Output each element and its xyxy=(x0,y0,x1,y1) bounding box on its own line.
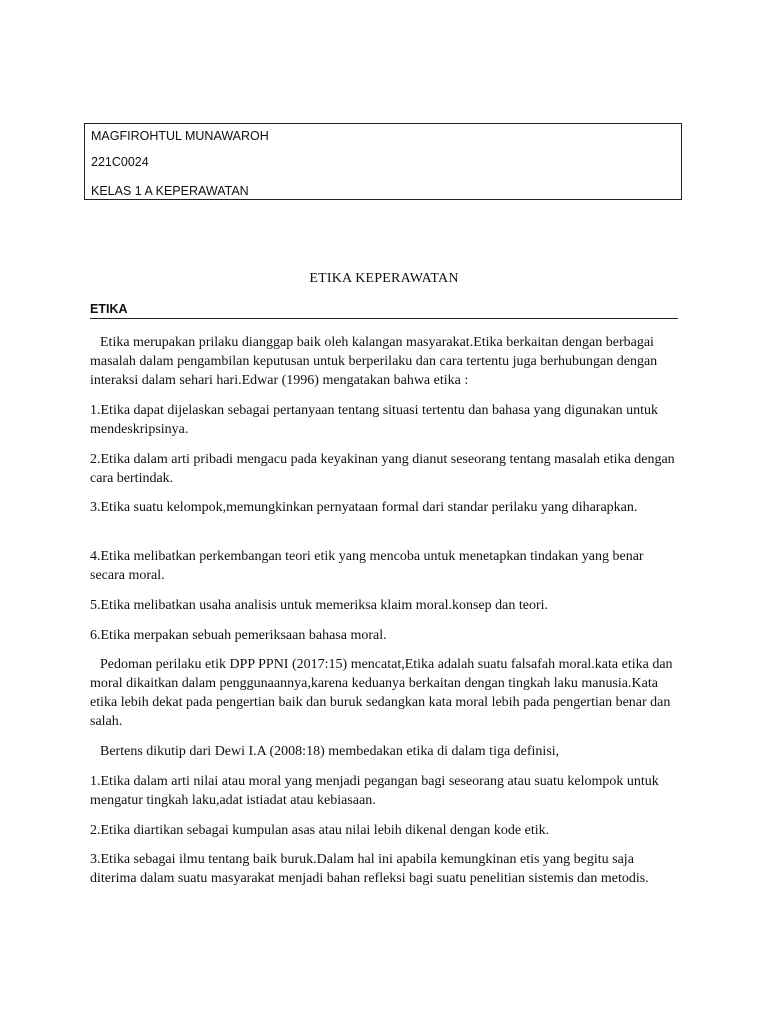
list-item: 2.Etika dalam arti pribadi mengacu pada keyakinan yang dianut seseorang tentang masalah etika dengan cara bertindak. xyxy=(90,452,675,486)
list-item: 3.Etika sebagai ilmu tentang baik buruk.Dalam hal ini apabila kemungkinan etis yang begitu saja diterima dalam suatu masyarakat menjadi bahan refleksi bagi suatu penelitian sistemis dan metodis. xyxy=(90,852,649,886)
list-item: 2.Etika diartikan sebagai kumpulan asas atau nilai lebih dikenal dengan kode etik. xyxy=(90,823,550,838)
section-heading: ETIKA xyxy=(90,302,678,319)
student-name: MAGFIROHTUL MUNAWAROH xyxy=(91,129,269,143)
student-id: 221C0024 xyxy=(91,155,149,169)
list-item: 1.Etika dapat dijelaskan sebagai pertanyaan tentang situasi tertentu dan bahasa yang digunakan untuk mendeskripsinya. xyxy=(90,403,658,437)
document-title: ETIKA KEPERAWATAN xyxy=(309,271,459,286)
paragraph-intro: Etika merupakan prilaku dianggap baik oleh kalangan masyarakat.Etika berkaitan dengan berbagai masalah dalam pengambilan keputusan untuk berperilaku dan cara tertentu juga berhubungan dengan interaksi dalam sehari hari.Edwar (1996) mengatakan bahwa etika : xyxy=(90,335,658,388)
list-item: 6.Etika merpakan sebuah pemeriksaan bahasa moral. xyxy=(90,628,387,643)
list-item: 4.Etika melibatkan perkembangan teori etik yang mencoba untuk menetapkan tindakan yang benar secara moral. xyxy=(90,549,644,583)
paragraph-ppni: Pedoman perilaku etik DPP PPNI (2017:15) mencatat,Etika adalah suatu falsafah moral.kata etika dan moral dikaitkan dalam penggunaannya,karena keduanya berkaitan dengan tingkah laku manusia.Kata etika lebih dekat pada pengertian baik dan buruk sedangkan kata moral lebih pada pengertian benar dan salah. xyxy=(90,657,673,729)
student-info-box xyxy=(84,123,682,200)
paragraph-bertens: Bertens dikutip dari Dewi I.A (2008:18) membedakan etika di dalam tiga definisi, xyxy=(100,744,560,759)
list-item: 5.Etika melibatkan usaha analisis untuk memeriksa klaim moral.konsep dan teori. xyxy=(90,598,548,613)
list-item: 1.Etika dalam arti nilai atau moral yang menjadi pegangan bagi seseorang atau suatu kelompok untuk mengatur tingkah laku,adat istiadat atau kebiasaan. xyxy=(90,774,659,808)
student-class: KELAS 1 A KEPERAWATAN xyxy=(91,184,249,198)
list-item: 3.Etika suatu kelompok,memungkinkan pernyataan formal dari standar perilaku yang diharapkan. xyxy=(90,500,638,515)
